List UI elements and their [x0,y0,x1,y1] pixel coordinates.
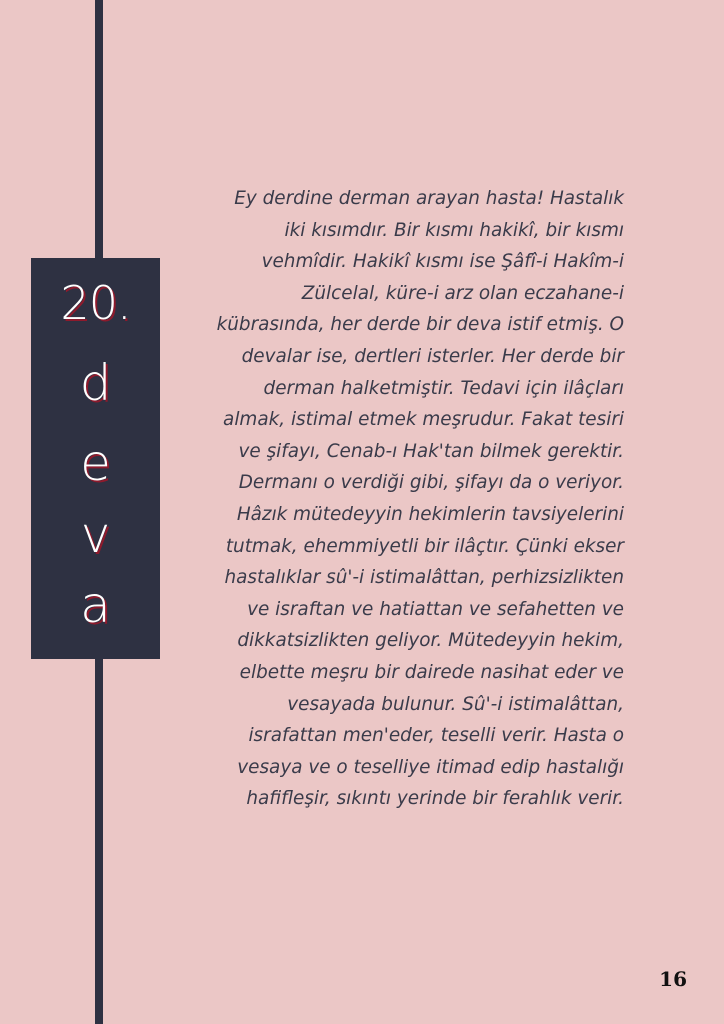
body-paragraph [186,183,624,815]
text-line: devalar ise, dertleri isterler. Her derde bir [241,345,624,367]
text-line: israfattan men'eder, teselli verir. Hasta o [248,725,624,747]
text-line: kübrasında, her derde bir deva istif etmiş. O [216,314,624,336]
text-line: ve israftan ve hatiattan ve sefahetten ve [247,598,624,620]
text-line: almak, istimal etmek meşrudur. Fakat tesiri [223,409,624,431]
text-line: Hâzık mütedeyyin hekimlerin tavsiyelerini [236,503,624,525]
text-line: derman halketmiştir. Tedavi için ilâçları [263,377,624,399]
text-line: elbette meşru bir dairede nasihat eder ve [239,661,624,683]
chapter-title-box [31,258,160,659]
chapter-title-letter: e [80,434,111,492]
text-line: ve şifayı, Cenab-ı Hak'tan bilmek gerektir. [238,440,624,462]
text-line: Dermanı o verdiği gibi, şifayı da o veriyor. [238,472,624,494]
text-line: dikkatsizlikten geliyor. Mütedeyyin hekim, [237,630,624,652]
text-line: iki kısımdır. Bir kısmı hakikî, bir kısmı [284,219,624,241]
text-line: hastalıklar sû'-i istimalâttan, perhizsizlikten [224,567,624,589]
text-line: hafifleşir, sıkıntı yerinde bir ferahlık verir. [246,788,624,810]
text-line: vesaya ve o teselliye itimad edip hastalığı [237,756,624,778]
chapter-number: 20. [60,276,131,330]
page-number: 16 [659,967,687,991]
text-line: tutmak, ehemmiyetli bir ilâçtır. Çünki ekser [225,535,624,557]
text-line: vesayada bulunur. Sû'-i istimalâttan, [287,693,624,715]
text-line: Zülcelal, küre-i arz olan eczahane-i [301,282,624,304]
chapter-title-letter: d [79,354,112,412]
text-line: vehmîdir. Hakikî kısmı ise Şâfî-i Hakîm-i [261,251,624,273]
text-line: Ey derdine derman arayan hasta! Hastalık [234,188,624,209]
chapter-title-letter: a [80,576,111,634]
chapter-title-letter: v [80,506,111,564]
